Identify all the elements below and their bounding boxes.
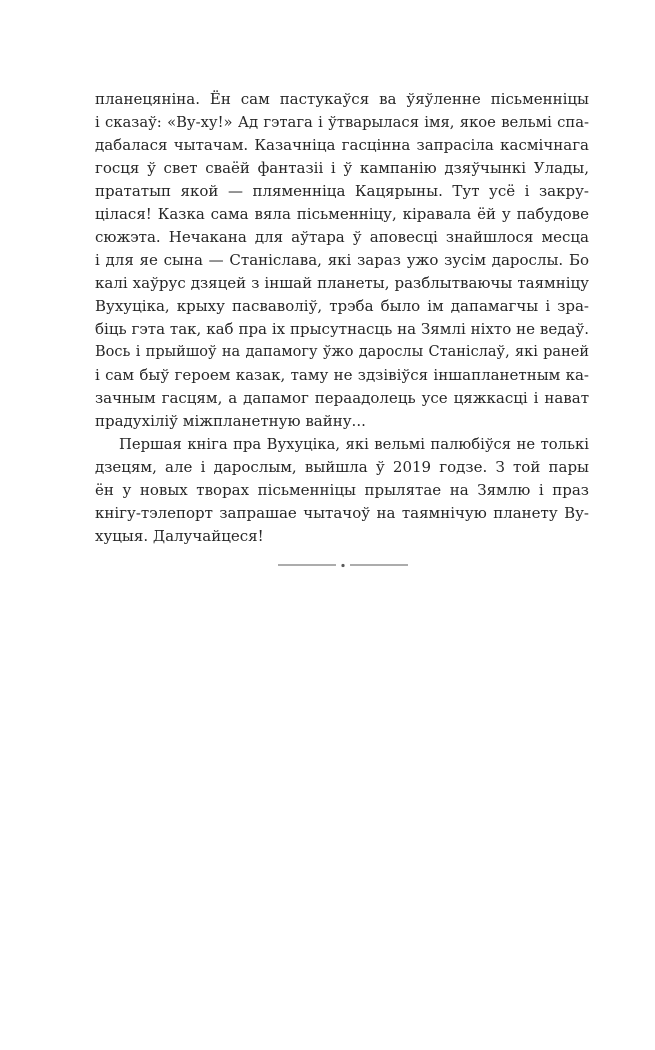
text-line: біць гэта так, каб пра іх прысутнасць на Зямлі ніхто не ведаў.: [95, 320, 589, 338]
text-line: Вось і прыйшоў на дапамогу ўжо дарослы Станіслаў, які раней: [95, 344, 589, 360]
text-line: Першая кніга пра Вухуціка, які вельмі палюбіўся не толькі: [119, 436, 589, 453]
section-divider-ornament: [278, 560, 408, 570]
text-line: сюжэта. Нечакана для аўтара ў аповесці знайшлося месца: [95, 228, 589, 246]
body-text: [95, 88, 589, 548]
text-line: прататып якой — пляменніца Кацярыны. Тут усё і закру-: [95, 182, 589, 200]
text-line: прадухіліў міжпланетную вайну...: [95, 412, 366, 430]
text-line: планецяніна. Ён сам пастукаўся ва ўяўленне пісьменніцы: [95, 90, 589, 108]
text-line: і сам быў героем казак, таму не здзівіўся іншапланетным ка-: [95, 366, 589, 384]
text-line: ён у новых творах пісьменніцы прылятае на Зямлю і праз: [95, 481, 589, 499]
paragraph-2: [95, 433, 589, 548]
divider-center-dot: [341, 564, 344, 567]
text-line: дабалася чытачам. Казачніца гасцінна запрасіла касмічнага: [95, 136, 589, 154]
paragraph-1: [95, 88, 589, 433]
text-line: кнігу-тэлепорт запрашае чытачоў на таямнічую планету Ву-: [95, 504, 589, 522]
text-line: дзецям, але і дарослым, выйшла ў 2019 годзе. З той пары: [95, 458, 589, 476]
text-line: госця ў свет сваёй фантазіі і ў кампанію дзяўчынкі Улады,: [95, 159, 589, 177]
text-line: цілася! Казка сама вяла пісьменніцу, кіравала ёй у пабудове: [95, 205, 589, 223]
text-line: і сказаў: «Ву-ху!» Ад гэтага і ўтварылася імя, якое вельмі спа-: [95, 114, 589, 131]
text-line: хуцыя. Далучайцеся!: [95, 527, 264, 545]
text-line: Вухуціка, крыху пасваволіў, трэба было ім дапамагчы і зра-: [95, 297, 589, 315]
text-line: і для яе сына — Станіслава, які зараз ужо зусім дарослы. Бо: [95, 251, 589, 269]
text-line: зачным гасцям, а дапамог пераадолець усе цяжкасці і нават: [95, 389, 589, 407]
text-line: калі хаўрус дзяцей з іншай планеты, разблытваючы таямніцу: [95, 274, 589, 292]
